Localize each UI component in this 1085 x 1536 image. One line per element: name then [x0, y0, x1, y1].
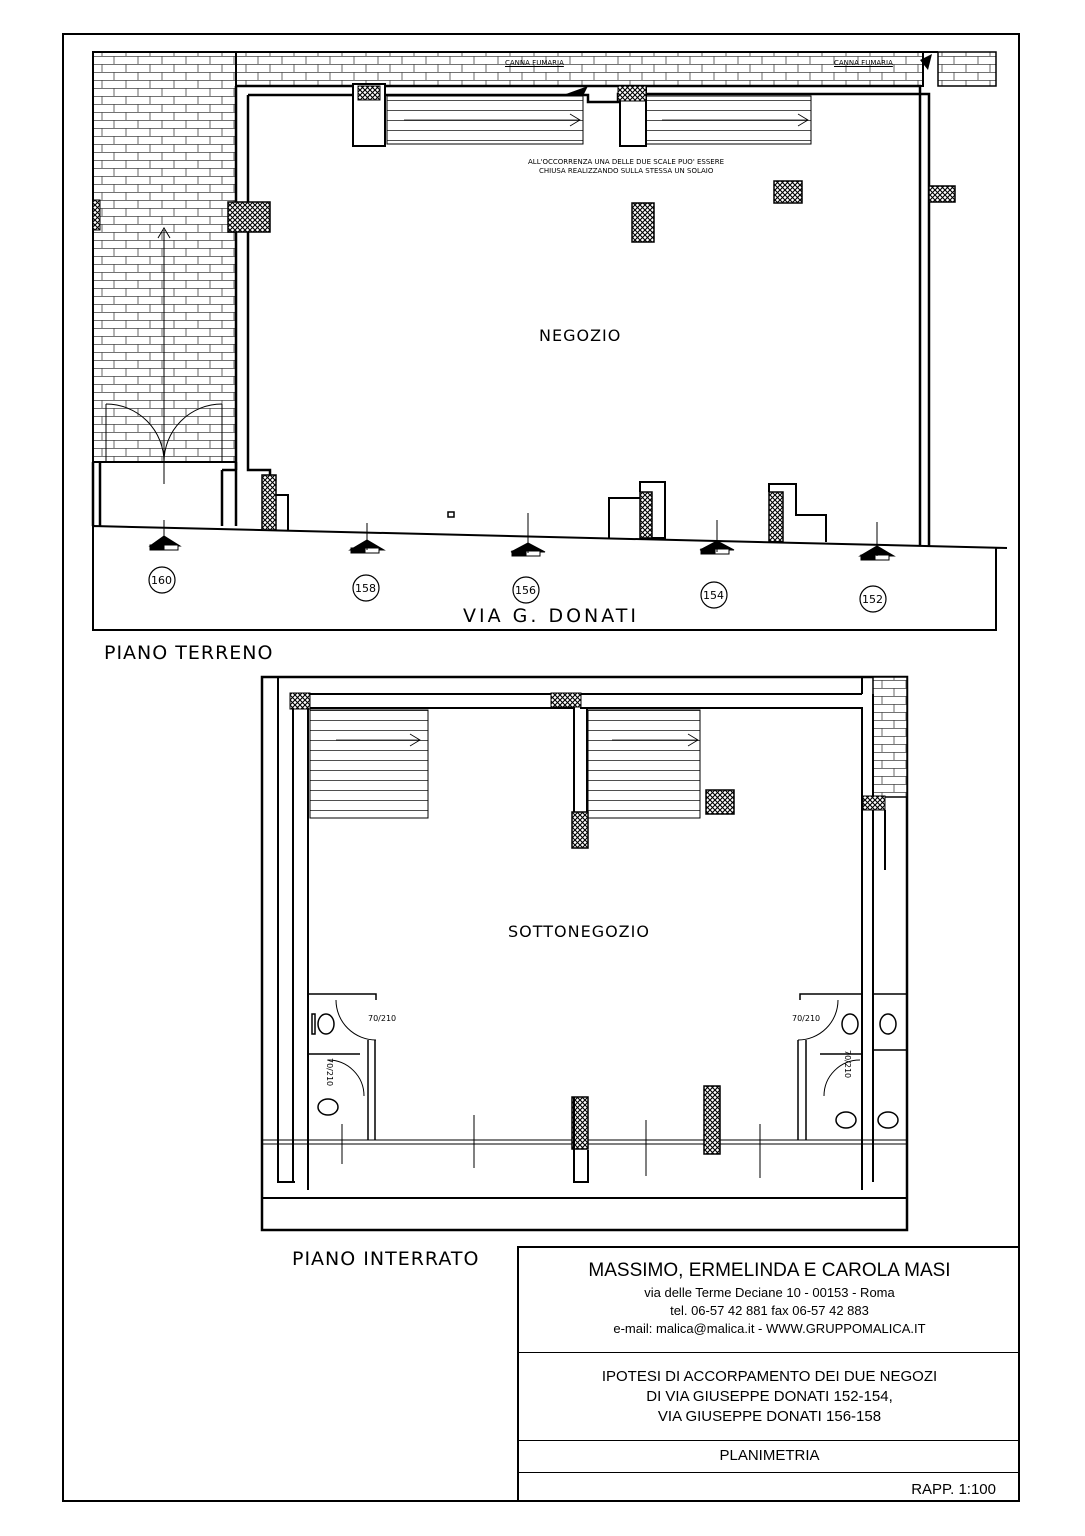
pillar — [640, 492, 652, 538]
door-size: 70/210 — [368, 1014, 397, 1023]
pillar — [290, 693, 310, 709]
sheet-title: PLANIMETRIA — [719, 1447, 820, 1464]
flue-label: CANNA FUMARIA — [505, 59, 564, 67]
pillar — [551, 693, 581, 707]
street-number: 152 — [862, 593, 883, 606]
street-number: 160 — [151, 574, 172, 587]
pillar — [704, 1086, 720, 1154]
owner-email: e-mail: malica@malica.it - WWW.GRUPPOMALICA.IT — [613, 1321, 926, 1336]
pillar — [228, 202, 270, 232]
room-label-negozio: NEGOZIO — [539, 326, 622, 345]
pillar — [706, 790, 734, 814]
pillar — [929, 186, 955, 202]
pillar — [632, 203, 654, 242]
stair-note: CHIUSA REALIZZANDO SULLA STESSA UN SOLAIO — [539, 167, 714, 175]
basement-stair-left — [310, 710, 428, 818]
floor-label-ground: PIANO TERRENO — [104, 642, 274, 664]
pillar — [774, 181, 802, 203]
room-label-sottonegozio: SOTTONEGOZIO — [508, 922, 650, 941]
flue-label: CANNA FUMARIA — [834, 59, 893, 67]
owner-address: via delle Terme Deciane 10 - 00153 - Roma — [644, 1285, 895, 1300]
door-size: 70/210 — [792, 1014, 821, 1023]
basement-stair-right — [588, 710, 700, 818]
basement-plan — [262, 677, 907, 1230]
pillar — [863, 796, 885, 810]
pillar — [769, 492, 783, 542]
pillar — [572, 812, 588, 848]
street-name: VIA G. DONATI — [463, 605, 639, 627]
shop-outer-wall — [236, 86, 929, 546]
owner-phone: tel. 06-57 42 881 fax 06-57 42 883 — [670, 1303, 869, 1318]
brick-box-right — [938, 52, 996, 86]
owner-name: MASSIMO, ERMELINDA E CAROLA MASI — [588, 1260, 951, 1281]
pillar — [262, 475, 276, 530]
pillar — [93, 200, 100, 230]
project-title: DI VIA GIUSEPPE DONATI 152-154, — [646, 1388, 893, 1405]
title-block — [517, 1246, 1020, 1502]
street-number: 158 — [355, 582, 376, 595]
scale-label: RAPP. 1:100 — [911, 1481, 996, 1498]
floor-label-basement: PIANO INTERRATO — [292, 1248, 480, 1270]
door-size: 70/210 — [325, 1058, 334, 1087]
street-number: 154 — [703, 589, 724, 602]
brick-shaft — [873, 677, 907, 797]
door-size: 70/210 — [843, 1050, 852, 1079]
project-title: VIA GIUSEPPE DONATI 156-158 — [657, 1408, 882, 1425]
bathroom-left — [308, 994, 376, 1140]
stair-note: ALL'OCCORRENZA UNA DELLE DUE SCALE PUO' ESSERE — [528, 158, 724, 166]
project-title: IPOTESI DI ACCORPAMENTO DEI DUE NEGOZI — [601, 1368, 938, 1385]
street-number: 156 — [515, 584, 536, 597]
